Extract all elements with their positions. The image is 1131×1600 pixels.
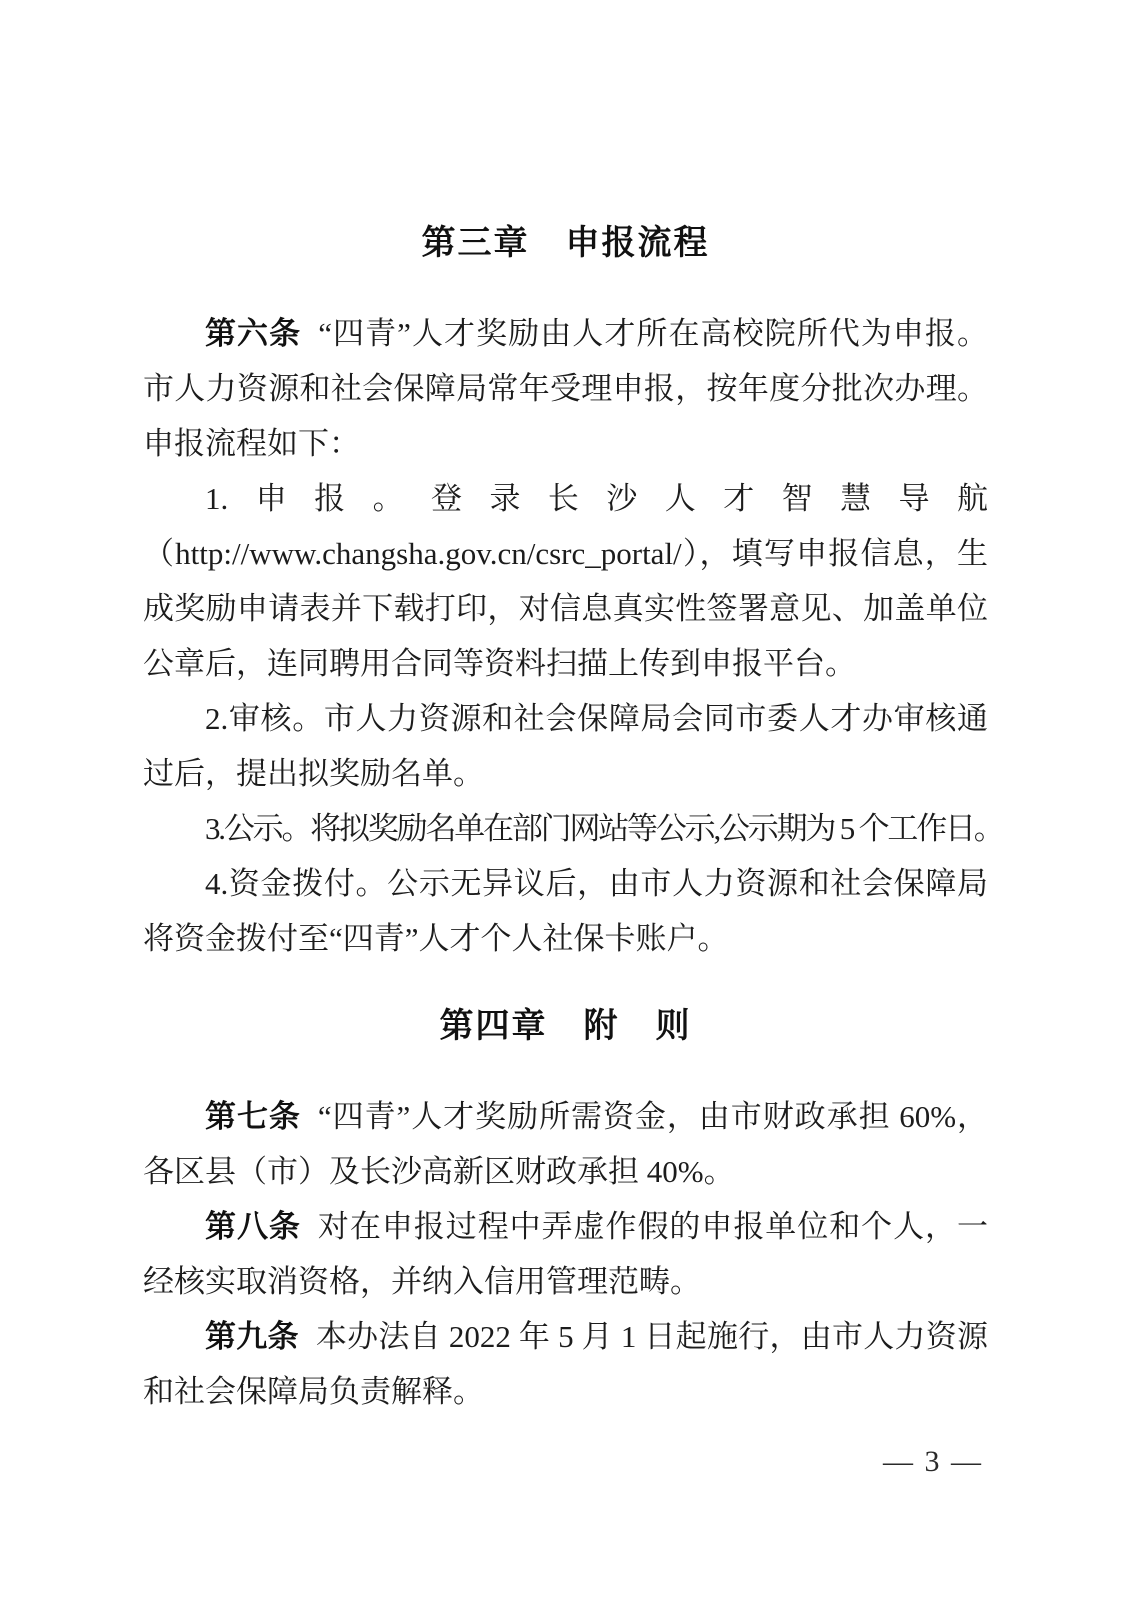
article8-text: 对在申报过程中弄虚作假的申报单位和个人，一经核实取消资格，并纳入信用管理范畴。: [143, 1209, 989, 1299]
step2-paragraph: 2.审核。市人力资源和社会保障局会同市委人才办审核通过后，提出拟奖励名单。: [143, 701, 988, 791]
step1-paragraph: 1.申报。登录长沙人才智慧导航（http://www.changsha.gov.cn/csrc_portal/），填写申报信息，生成奖励申请表并下载打印，对信息真实性签署意见、加盖单位公章后，连同聘用合同等资料扫描上传到申报平台。: [143, 481, 988, 681]
article9-paragraph: [143, 1309, 988, 1419]
article9-label: 第九条: [205, 1319, 299, 1354]
article7-text: “四青”人才奖励所需资金，由市财政承担 60%，各区县（市）及长沙高新区财政承担 40%。: [143, 1099, 988, 1189]
article6-label: 第六条: [205, 316, 302, 351]
article7-label: 第七条: [205, 1099, 301, 1134]
article6-text: “四青”人才奖励由人才所在高校院所代为申报。市人力资源和社会保障局常年受理申报，按年度分批次办理。申报流程如下：: [143, 316, 988, 461]
step4-paragraph: 4.资金拨付。公示无异议后，由市人力资源和社会保障局将资金拨付至“四青”人才个人社保卡账户。: [143, 866, 988, 956]
article8-label: 第八条: [205, 1209, 301, 1244]
article7-paragraph: [143, 1089, 988, 1199]
step3-paragraph: 3.公示。将拟奖励名单在部门网站等公示,公示期为 5 个工作日。: [205, 811, 1003, 846]
chapter3-heading: 第三章 申报流程: [421, 224, 710, 262]
page-number: — 3 —: [883, 1445, 983, 1478]
chapter4-heading: 第四章 附 则: [439, 1007, 692, 1045]
document-content: [143, 213, 1003, 1419]
article8-paragraph: [143, 1199, 988, 1309]
article9-text: 本办法自 2022 年 5 月 1 日起施行，由市人力资源和社会保障局负责解释。: [143, 1319, 989, 1409]
article6-paragraph: [143, 306, 988, 471]
